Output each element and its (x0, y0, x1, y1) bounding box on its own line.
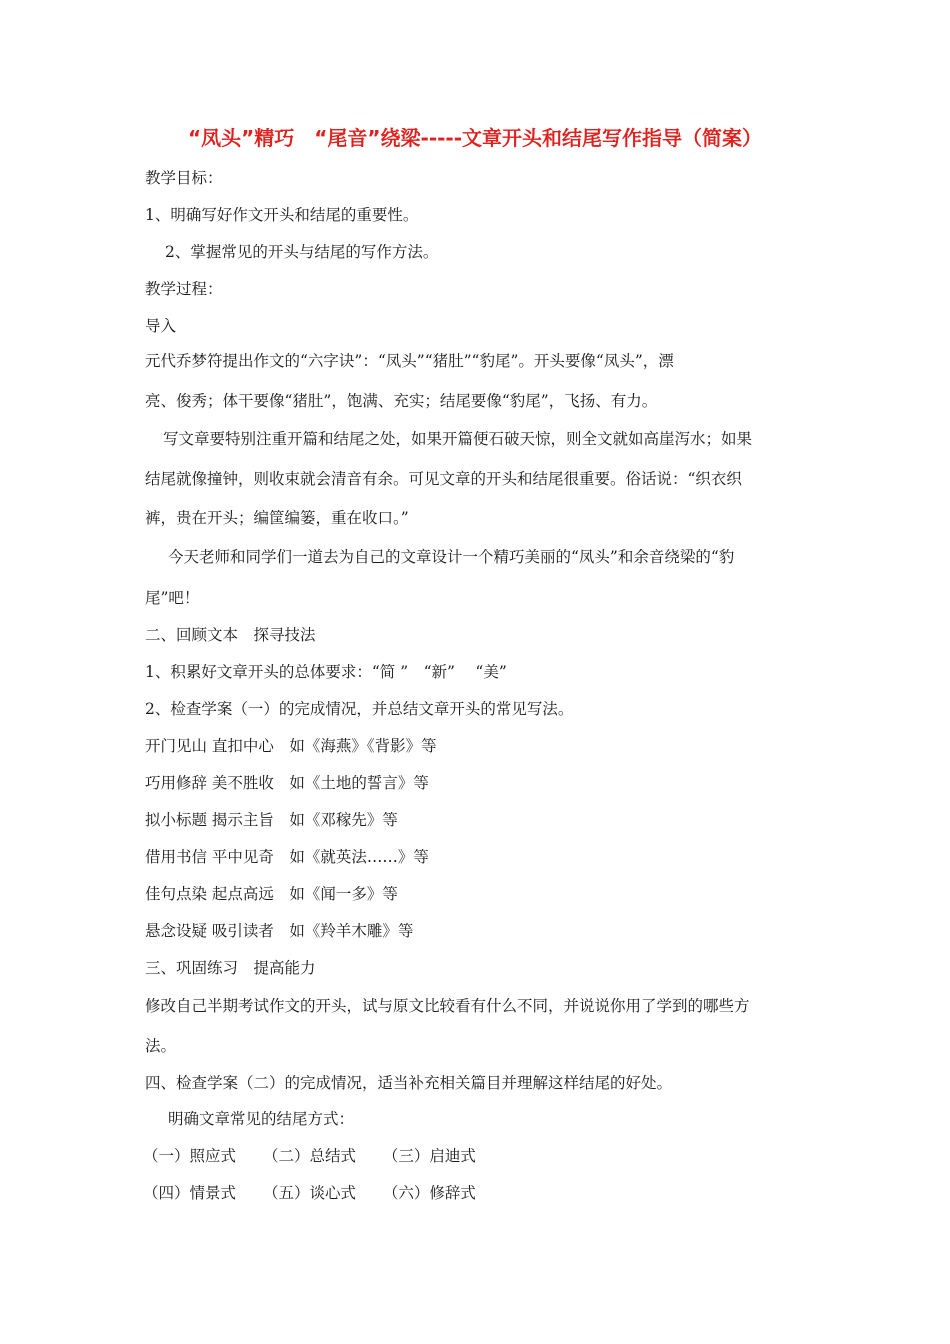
ending-type: （一）照应式 (143, 1147, 237, 1165)
ending-type: （三）启迪式 (382, 1147, 476, 1165)
ending-type: （六）修辞式 (382, 1184, 476, 1202)
text-line: 悬念设疑 吸引读者 如《羚羊木雕》等 (145, 922, 414, 940)
text-line: 2、检查学案（一）的完成情况，并总结文章开头的常见写法。 (145, 700, 574, 718)
ending-type: （五）谈心式 (262, 1184, 356, 1202)
text-line: 写文章要特别注重开篇和结尾之处，如果开篇便石破天惊，则全文就如高崖泻水；如果 (163, 430, 753, 448)
text-line: 1、明确写好作文开头和结尾的重要性。 (145, 206, 419, 224)
text-line: 明确文章常见的结尾方式： (168, 1110, 355, 1128)
text-line: 巧用修辞 美不胜收 如《土地的誓言》等 (145, 774, 429, 792)
text-line: 开门见山 直扣中心 如《海燕》《背影》等 (145, 737, 437, 755)
document-title: “凤头”精巧 “尾音”绕梁-----文章开头和结尾写作指导（简案） (187, 126, 763, 150)
text-line: 法。 (145, 1037, 177, 1055)
ending-type: （四）情景式 (143, 1184, 237, 1202)
text-line: 结尾就像撞钟，则收束就会清音有余。可见文章的开头和结尾很重要。俗话说：“织衣织 (145, 470, 742, 488)
ending-type: （二）总结式 (262, 1147, 356, 1165)
ending-types-row (143, 1146, 476, 1166)
text-line: 裤，贵在开头；编筐编篓，重在收口。” (145, 509, 409, 527)
text-line: 教学过程： (145, 280, 223, 298)
text-line: 导入 (145, 317, 177, 335)
text-line: 佳句点染 起点高远 如《闻一多》等 (145, 885, 398, 903)
text-line: 亮、俊秀；体干要像“猪肚”，饱满、充实；结尾要像“豹尾”，飞扬、有力。 (145, 392, 658, 410)
text-line: 教学目标： (145, 169, 223, 187)
text-line: 二、回顾文本 探寻技法 (145, 626, 316, 644)
text-line: 1、积累好文章开头的总体要求：“简 ” “新” “美” (145, 663, 507, 681)
text-line: 四、检查学案（二）的完成情况，适当补充相关篇目并理解这样结尾的好处。 (145, 1074, 673, 1092)
text-line: 今天老师和同学们一道去为自己的文章设计一个精巧美丽的“凤头”和余音绕梁的“豹 (168, 548, 735, 566)
text-line: 元代乔梦符提出作文的“六字诀”：“凤头”“猪肚”“豹尾”。开头要像“凤头”，漂 (145, 352, 674, 370)
ending-types-row (143, 1183, 476, 1203)
text-line: 拟小标题 揭示主旨 如《邓稼先》等 (145, 811, 398, 829)
text-line: 三、巩固练习 提高能力 (145, 959, 316, 977)
text-line: 修改自己半期考试作文的开头，试与原文比较看有什么不同，并说说你用了学到的哪些方 (145, 997, 750, 1015)
text-line: 2、掌握常见的开头与结尾的写作方法。 (165, 243, 439, 261)
text-line: 借用书信 平中见奇 如《就英法……》等 (145, 848, 429, 866)
text-line: 尾”吧！ (145, 589, 200, 607)
